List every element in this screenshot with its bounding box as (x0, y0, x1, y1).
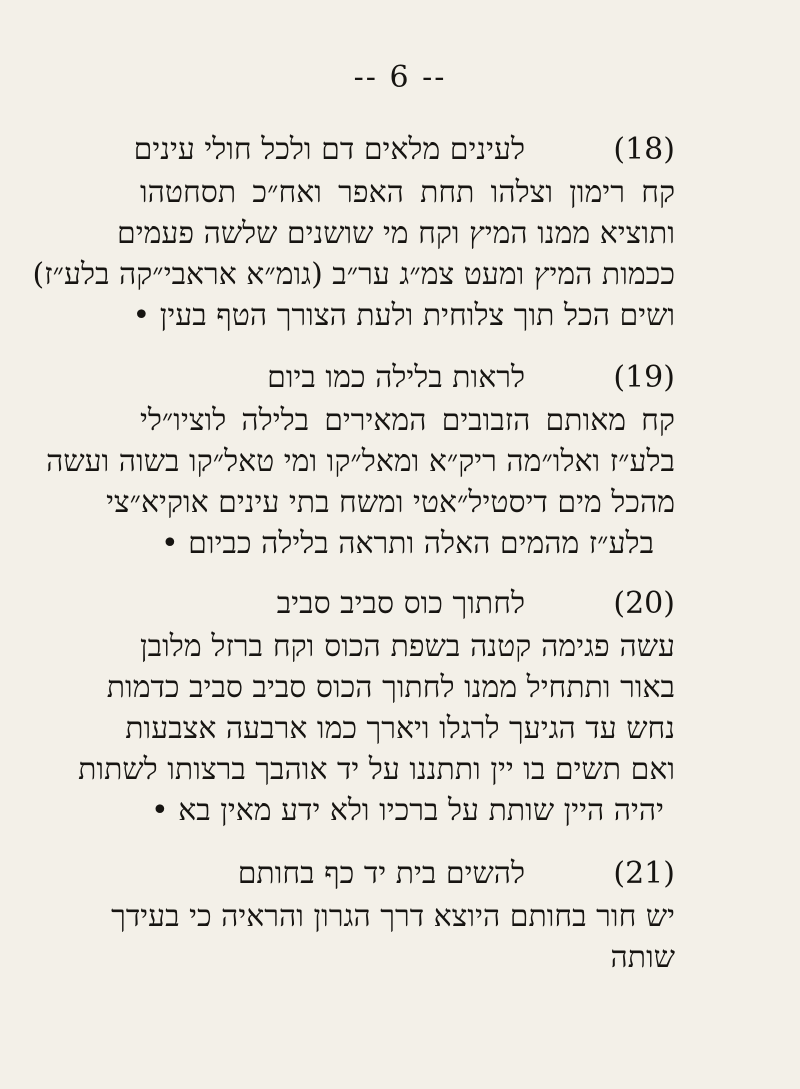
text-line: באור ותתחיל ממנו לחתוך הכוס סביב סביב כדמות (106, 670, 675, 705)
page-number: -- 6 -- (353, 60, 447, 95)
section-title: להשים בית יד כף בחותם (237, 856, 525, 891)
text-line: בלע״ז מהמים האלה ותראה בלילה כביום • (160, 526, 655, 561)
text-line: יש חור בחותם היוצא דרך הגרון והראיה כי בעידך (111, 899, 675, 934)
text-line: קח רימון וצלהו תחת האפר ואח״כ תסחטהו (140, 175, 675, 210)
section-number: (19) (613, 360, 675, 395)
section-body-18 (32, 172, 675, 336)
section-title: לחתוך כוס סביב סביב (276, 586, 525, 621)
text-line: נחש עד הגיעך לרגלו ויארך כמו ארבעה אצבעות (125, 711, 675, 746)
section-heading-20 (140, 582, 675, 626)
text-line: ככמות המיץ ומעט צמ״ג ער״ב (גומ״א אראבי״קה בלע״ז) (32, 257, 675, 292)
text-line: ושים הכל תוך צלוחית ולעת הצורך הטף בעין • (132, 298, 675, 333)
section-body-19 (46, 400, 675, 564)
section-number: (21) (613, 856, 675, 891)
text-line: יהיה היין שותת על ברכיו ולא ידע מאין בא • (150, 793, 665, 828)
section-heading-18 (133, 128, 675, 172)
text-line: בלע״ז ואלו״מה ריק״א ומאל״קו ומי טאל״קו בשוה ועשה (46, 444, 675, 479)
text-line: ותוציא ממנו המיץ וקח מי שושנים שלשה פעמים (117, 216, 675, 251)
text-line: ואם תשים בו יין ותתננו על יד אוהבך ברצותו לשתות (78, 752, 675, 787)
text-line: עשה פגימה קטנה בשפת הכוס וקח ברזל מלובן (140, 629, 675, 664)
section-title: לראות בלילה כמו ביום (267, 360, 525, 395)
text-line: שותה (610, 940, 675, 975)
section-heading-21 (140, 852, 675, 896)
text-line: קח מאותם הזבובים המאירים בלילה לוציו״לי (140, 403, 675, 438)
section-number: (20) (613, 586, 675, 621)
section-number: (18) (613, 132, 675, 167)
section-title: לעינים מלאים דם ולכל חולי עינים (133, 132, 525, 167)
text-line: מהכל מים דיסטיל״אטי ומשח בתי עינים אוקיא״צי (106, 485, 675, 520)
section-body-21 (111, 896, 675, 978)
section-body-20 (78, 626, 675, 831)
section-heading-19 (140, 356, 675, 400)
